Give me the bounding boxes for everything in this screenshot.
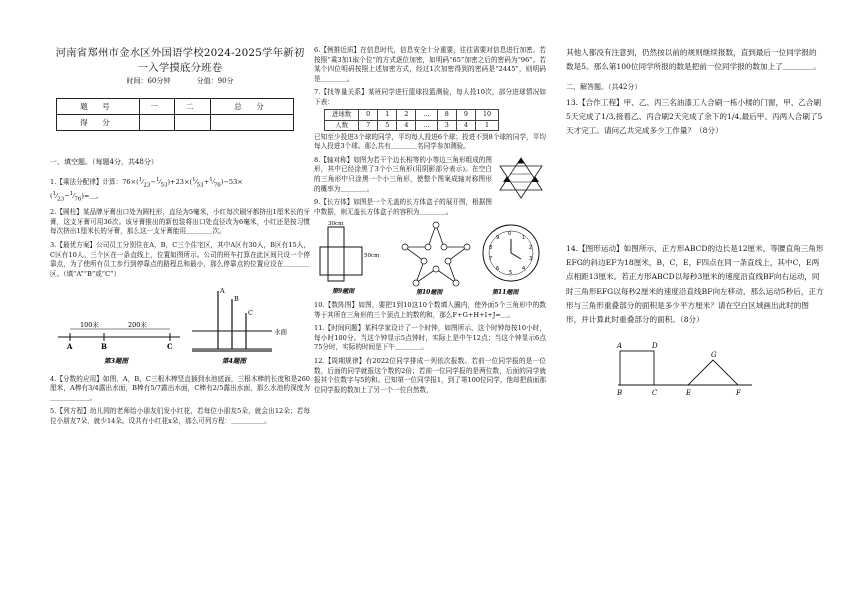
time-label: 时间：60分钟 xyxy=(126,77,171,86)
svg-text:30cm: 30cm xyxy=(328,221,344,228)
svg-text:第11题图: 第11题图 xyxy=(492,289,519,297)
svg-text:0: 0 xyxy=(508,231,512,238)
question-7-continued: 已知至少投进3个球的同学，平均每人投进6个球；投进不到8个球的同学，平均每人投进3个球。那么共有＿＿＿＿名同学参加测验。 xyxy=(314,132,546,151)
middle-column xyxy=(314,46,546,399)
score-table: 题 号 一 二 总 分 得 分 xyxy=(56,98,294,131)
question-12-continued: 其他人都没有注意到，仍然按以前的规则继续报数，直到最后一位同学报的数是5。那么第100位同学所报的数是把前一位同学报的数加上了＿＿＿＿。 xyxy=(566,48,821,72)
score-cell[interactable] xyxy=(175,115,211,131)
svg-text:水面: 水面 xyxy=(274,328,287,337)
figure-3 xyxy=(56,307,182,371)
figure-11-clock xyxy=(476,221,546,297)
svg-text:G: G xyxy=(711,350,717,359)
svg-text:100米: 100米 xyxy=(80,321,99,330)
figures-3-4 xyxy=(56,283,310,371)
svg-text:B: B xyxy=(101,342,107,352)
svg-text:C: C xyxy=(248,309,253,318)
question-4: 4.【分数的应用】如图，A，B，C三根木棒竖直插到水池底面，三根木棒的长度和是260厘米，A棒有3/4露出水面，B棒有5/7露出水面，C棒有2/5露出水面，那么水池的深度为＿＿＿＿＿＿。 xyxy=(50,374,310,402)
question-7-table: 进球数 0 1 2 … 8 9 10 人数 7 5 4 … 3 4 1 xyxy=(324,109,499,131)
question-8: 8.【轴对称】如图为若干个边长相等的小等边三角形组成的图形，其中已经涂黑了3个小三角形(用阴影部分表示)。在空白的三角形中只涂黑一个小三角形，使整个图案成轴对称图形的概率为＿＿＿＿。 xyxy=(314,156,546,194)
figure-4 xyxy=(188,283,296,371)
figure-3-line-diagram xyxy=(56,307,182,367)
svg-text:B: B xyxy=(617,388,623,397)
question-1: 1.【乘法分配律】计算：$76\times(^1⁄_{23}-^1⁄_{53})+23\times(^1⁄_{53}+^1⁄_{76})-53\times$ $(^1⁄_{23}-^1⁄_{76})=\_$。 xyxy=(50,177,243,203)
figure-8-star-grid xyxy=(498,156,544,200)
section-2-heading: 二、解答题。（共42分） xyxy=(566,83,642,92)
question-14: 14.【图形运动】如图所示，正方形ABCD的边长是12厘米，等腰直角三角形EFG的斜边EF为18厘米，B，C，E，F四点在同一条直线上，其中C，E两点相距13厘米。若正方形ABCD以每秒3厘米的速度沿直线BF向右运动，同时三角形EFG以每秒2厘米的速度沿直线BF向左移动，那么运动5秒后，正方形与三角形重叠部分的面积是多少平方厘米？请在空白区域画出此时的图形，并计算此时重叠部分的面积。（8分） xyxy=(566,244,824,324)
svg-text:9: 9 xyxy=(496,235,500,242)
svg-text:5: 5 xyxy=(509,270,513,277)
svg-text:第10题图: 第10题图 xyxy=(416,289,443,297)
svg-text:7: 7 xyxy=(489,256,493,263)
score-cell[interactable] xyxy=(139,115,175,131)
svg-text:50cm: 50cm xyxy=(364,253,380,260)
question-2: 2.【圆柱】某品牌牙膏出口处为圆柱形，直径为5毫米，小红每次刷牙都挤出1厘米长的牙膏，这支牙膏可用36次。该牙膏推出的新包装将出口处直径改为6毫米，小红还是按习惯每次挤出1厘米长的牙膏，那么这一支牙膏能用＿＿＿＿次。 xyxy=(50,208,310,236)
answer-space-13[interactable] xyxy=(566,142,824,242)
svg-text:F: F xyxy=(736,388,741,397)
svg-text:A: A xyxy=(67,342,73,352)
svg-text:E: E xyxy=(686,388,692,397)
svg-text:D: D xyxy=(652,341,658,350)
question-6: 6.【例推近质】在信息时代，信息安全十分重要，往往需要对信息进行加密。若按照“乘3加1取个位”的方式逐位加密，如明码“65”加密之后的密码为“96”。若某个四位明码按照上述加密方式，经过1次加密得到的密码是“2445”，则明码是＿＿＿＿。 xyxy=(314,46,546,83)
question-7: 7.【找等量关系】某班同学进行篮球投篮测验，每人投10次，部分进球情况如下表： xyxy=(314,88,546,106)
svg-text:B: B xyxy=(234,295,239,304)
figure-10-star-number-ring xyxy=(400,221,472,297)
figure-4-pool-diagram xyxy=(188,283,296,367)
svg-text:4: 4 xyxy=(522,266,526,273)
svg-text:200米: 200米 xyxy=(128,321,147,330)
svg-text:C: C xyxy=(652,388,658,397)
svg-text:C: C xyxy=(167,342,173,352)
svg-text:第3题图: 第3题图 xyxy=(104,357,129,366)
svg-text:2: 2 xyxy=(529,245,533,252)
figure-9-net xyxy=(314,221,396,297)
question-12: 12.【周期规律】有2022位同学排成一列依次报数。若前一位同学报的是一位数，后面的同学就报这个数的2倍；若前一位同学报的是两位数，后面的同学就报其个位数字与5的和。已知第一位同学报1，到了第100位同学，他却把前面那位同学报的数加上了另一个一位自然数， xyxy=(314,356,546,394)
svg-text:3: 3 xyxy=(529,256,533,263)
score-cell[interactable] xyxy=(211,115,294,131)
svg-text:8: 8 xyxy=(489,245,493,252)
left-column xyxy=(50,0,310,430)
svg-text:6: 6 xyxy=(496,266,500,273)
figures-9-10-11 xyxy=(314,221,546,297)
question-10: 10.【数阵图】如图，要把1到10这10个数填入圈内，使外面5个三角形中的数等于其所在三角形的三个顶点上的数的和，那么F+G+H+I+J=＿。 xyxy=(314,301,546,319)
question-9: 9.【长方体】如图是一个无盖的长方体盒子的展开图，根据图中数据，则无盖长方体盒子的容积为＿＿＿＿。 xyxy=(314,198,492,216)
question-3: 3.【最优方案】公司员工分别住在A，B，C三个住宅区，其中A区有30人，B区有15人，C区有10人。三个区在一条直线上，位置如图所示。公司的班车打算在此区间只设一个停靠点，为了使所有员工步行到停靠点的路程总和最小，那么停靠点的位置应设在＿＿＿＿区。（填“A”“B”或“C”） xyxy=(50,240,310,278)
score-label: 分值：90分 xyxy=(196,77,234,86)
question-13: 13.【合作工程】甲、乙、丙三名油漆工人合刷一栋小楼的门窗，甲、乙合刷5天完成了1/3,接着乙、丙合刷2天完成了余下的1/4,最后甲、丙两人合刷了5天才完工。请问乙共完成多少工作量？（8分） xyxy=(566,98,823,136)
exam-title: 河南省郑州市金水区外国语学校2024-2025学年新初 一入学摸底分班卷 xyxy=(55,47,305,74)
question-5: 5.【列方程】幼儿园的老师给小朋友们发小红花，若每位小朋友5朵，就会出12朵；若每位小朋友7朵，就少14朵。设共有小红花x朵，那么可列方程：＿＿＿＿＿。 xyxy=(50,407,310,425)
section-1-heading: 一、填空题。（每题4分，共48分） xyxy=(50,158,158,167)
svg-text:A: A xyxy=(617,341,623,350)
svg-text:1: 1 xyxy=(522,235,526,242)
svg-text:第4题图: 第4题图 xyxy=(222,357,247,366)
right-column xyxy=(566,46,824,402)
exam-meta xyxy=(50,76,310,86)
svg-text:第9题图: 第9题图 xyxy=(332,288,355,296)
figure-14-square-triangle xyxy=(616,339,756,399)
question-11: 11.【时间问题】某科学家设计了一个时钟，如图所示，这个时钟每按10小时，每小时100分。当这个钟显示5点钟时，实际上是中午12点；当这个钟显示6点75分时，实际的时间是下午＿＿＿＿。 xyxy=(314,324,546,352)
svg-text:A: A xyxy=(220,287,225,296)
